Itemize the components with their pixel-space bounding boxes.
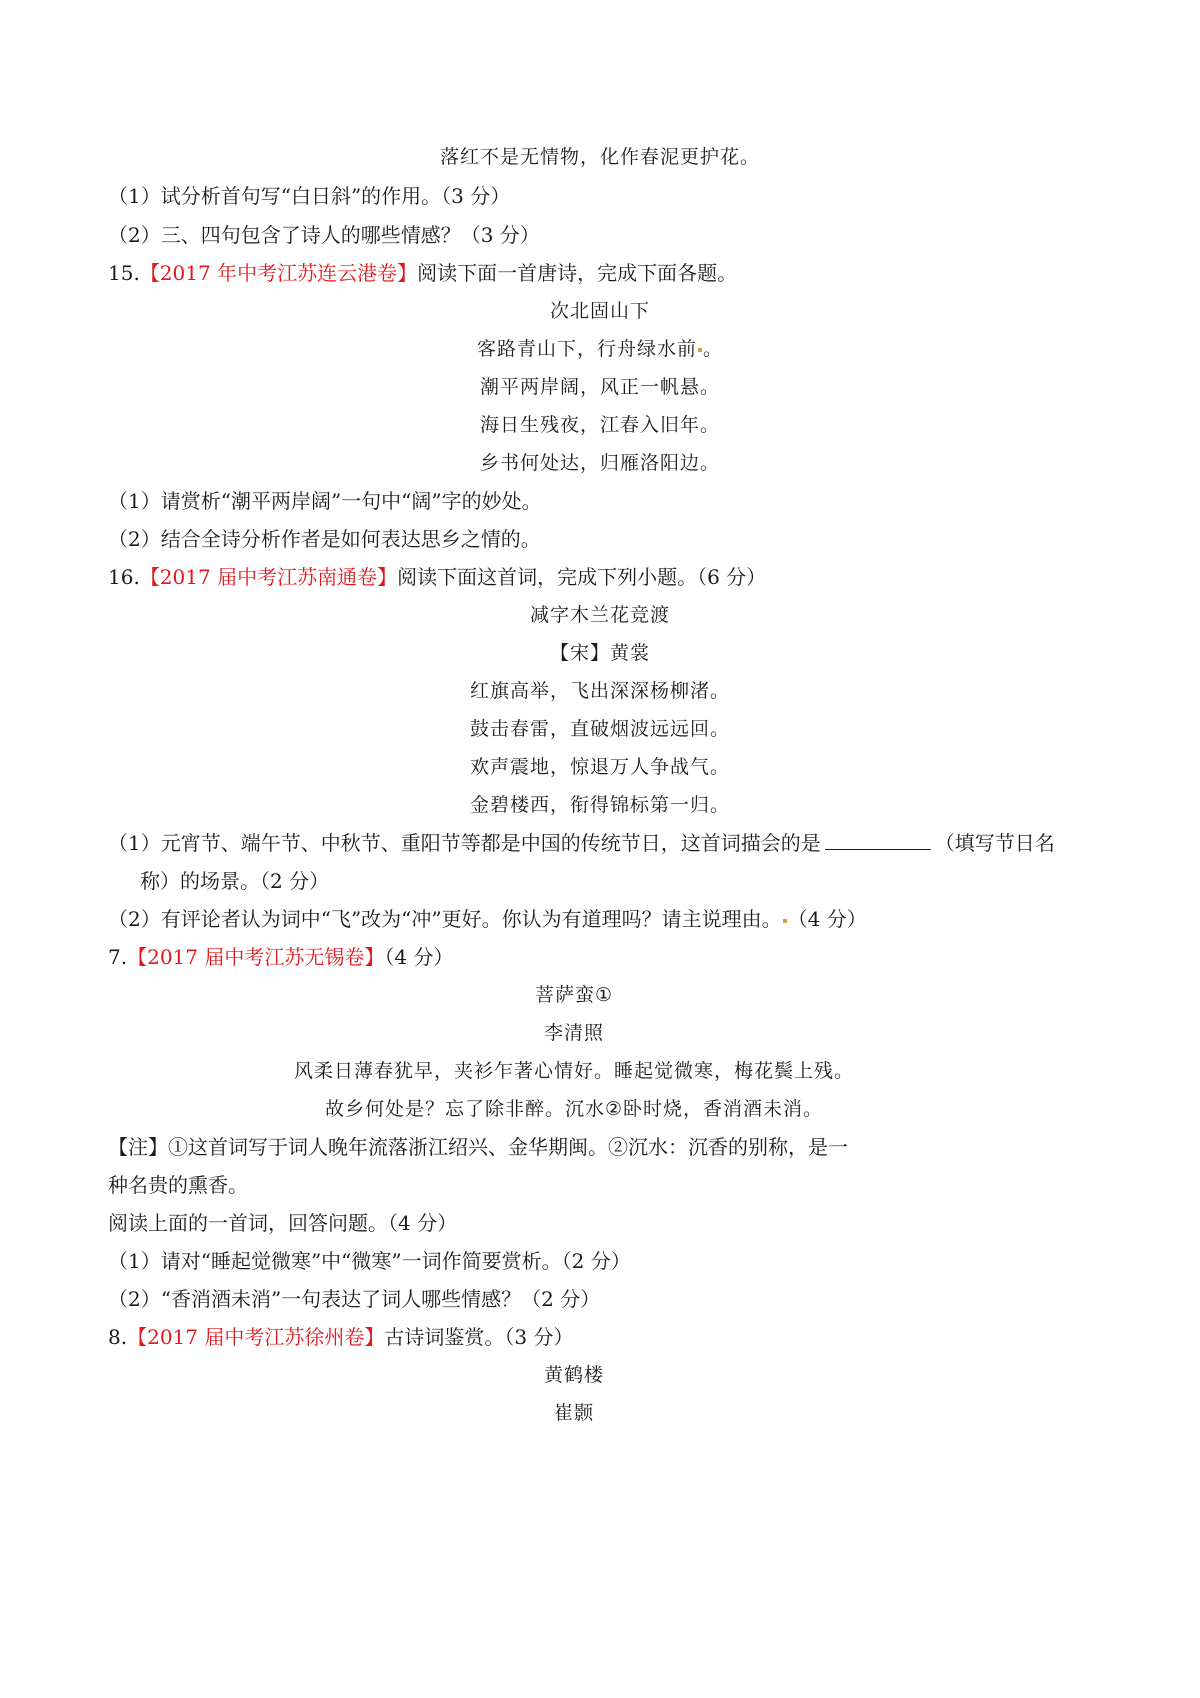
q7-instruction: 阅读上面的一首词，回答问题。（4 分）: [108, 1211, 458, 1235]
q16-subquestion-1: [108, 829, 1055, 857]
poem-line-text: 客路青山下，行舟绿水前: [476, 338, 697, 360]
subquestion-text: （2）有评论者认为词中“飞”改为“冲”更好。你认为有道理吗？请主说理由。: [108, 907, 782, 931]
question-instruction: 古诗词鉴赏。（3 分）: [384, 1325, 574, 1349]
q16-poem-line-2: 鼓击春雷，直破烟波远远回。: [469, 718, 730, 740]
subquestion-points: （4 分）: [787, 907, 867, 931]
watermark-dot: [783, 919, 787, 923]
q14-poem-last-line: 落红不是无情物，化作春泥更护花。: [439, 146, 760, 168]
q15-subquestion-1: （1）请赏析“潮平两岸阔”一句中“阔”字的妙处。: [108, 489, 542, 513]
question-number: 8.: [108, 1325, 128, 1349]
q16-poem-author: 【宋】黄裳: [549, 642, 650, 664]
question-source: 【2017 届中考江苏无锡卷】: [127, 945, 385, 969]
q7-note-line-2: 种名贵的熏香。: [108, 1173, 248, 1197]
q16-poem-title: 减字木兰花竞渡: [529, 604, 670, 626]
q16-subquestion-2: [108, 905, 867, 933]
q15-poem-line-2: 潮平两岸阔，风正一帆悬。: [479, 376, 720, 398]
question-instruction: 阅读下面这首词，完成下列小题。（6 分）: [397, 565, 767, 589]
q7-poem-author: 李清照: [543, 1022, 604, 1044]
q8-header: [108, 1323, 573, 1351]
q7-note-line-1: 【注】①这首词写于词人晚年流落浙江绍兴、金华期闽。②沉水：沉香的别称，是一: [108, 1135, 848, 1159]
q7-header: [108, 943, 453, 971]
q7-subquestion-2: （2）“香消酒未消”一句表达了词人哪些情感？（2 分）: [108, 1287, 601, 1311]
q7-poem-line-1: 风柔日薄春犹早，夹衫乍著心情好。睡起觉微寒，梅花鬓上残。: [293, 1060, 854, 1082]
q15-poem-line-3: 海日生残夜，江春入旧年。: [479, 414, 720, 436]
q16-subquestion-1-cont: 称）的场景。（2 分）: [140, 869, 330, 893]
question-points: （4 分）: [384, 945, 454, 969]
q16-header: [108, 563, 766, 591]
question-source: 【2017 年中考江苏连云港卷】: [139, 261, 418, 285]
subquestion-text: （1）元宵节、端午节、中秋节、重阳节等都是中国的传统节日，这首词描会的是: [108, 831, 821, 855]
q15-header: [108, 259, 737, 287]
q7-poem-title: 菩萨蛮①: [534, 984, 614, 1006]
subquestion-text-cont: （填写节日名: [934, 831, 1055, 855]
q15-subquestion-2: （2）结合全诗分析作者是如何表达思乡之情的。: [108, 527, 541, 551]
fill-in-blank: [825, 829, 931, 850]
q16-poem-line-4: 金碧楼西，衔得锦标第一归。: [469, 794, 730, 816]
q15-poem-line-1: [0, 335, 1200, 363]
question-source: 【2017 届中考江苏徐州卷】: [127, 1325, 385, 1349]
question-source: 【2017 届中考江苏南通卷】: [139, 565, 398, 589]
q14-subquestion-1: （1）试分析首句写“白日斜”的作用。（3 分）: [108, 184, 511, 208]
q15-poem-line-4: 乡书何处达，归雁洛阳边。: [479, 452, 720, 474]
question-number: 7.: [108, 945, 128, 969]
q14-subquestion-2: （2）三、四句包含了诗人的哪些情感？（3 分）: [108, 223, 540, 247]
watermark-dot: [698, 348, 702, 352]
q15-poem-title: 次北固山下: [549, 300, 650, 322]
q7-poem-line-2: 故乡何处是？忘了除非醉。沉水②卧时烧，香消酒未消。: [324, 1098, 824, 1120]
q16-poem-line-1: 红旗高举，飞出深深杨柳渚。: [469, 680, 730, 702]
question-number: 16.: [108, 565, 140, 589]
question-instruction: 阅读下面一首唐诗，完成下面各题。: [417, 261, 738, 285]
q8-poem-author: 崔颢: [553, 1402, 594, 1424]
q8-poem-title: 黄鹤楼: [543, 1364, 604, 1386]
q16-poem-line-3: 欢声震地，惊退万人争战气。: [469, 756, 730, 778]
q7-subquestion-1: （1）请对“睡起觉微寒”中“微寒”一词作简要赏析。（2 分）: [108, 1249, 631, 1273]
poem-line-punct: 。: [703, 338, 724, 360]
question-number: 15.: [108, 261, 140, 285]
